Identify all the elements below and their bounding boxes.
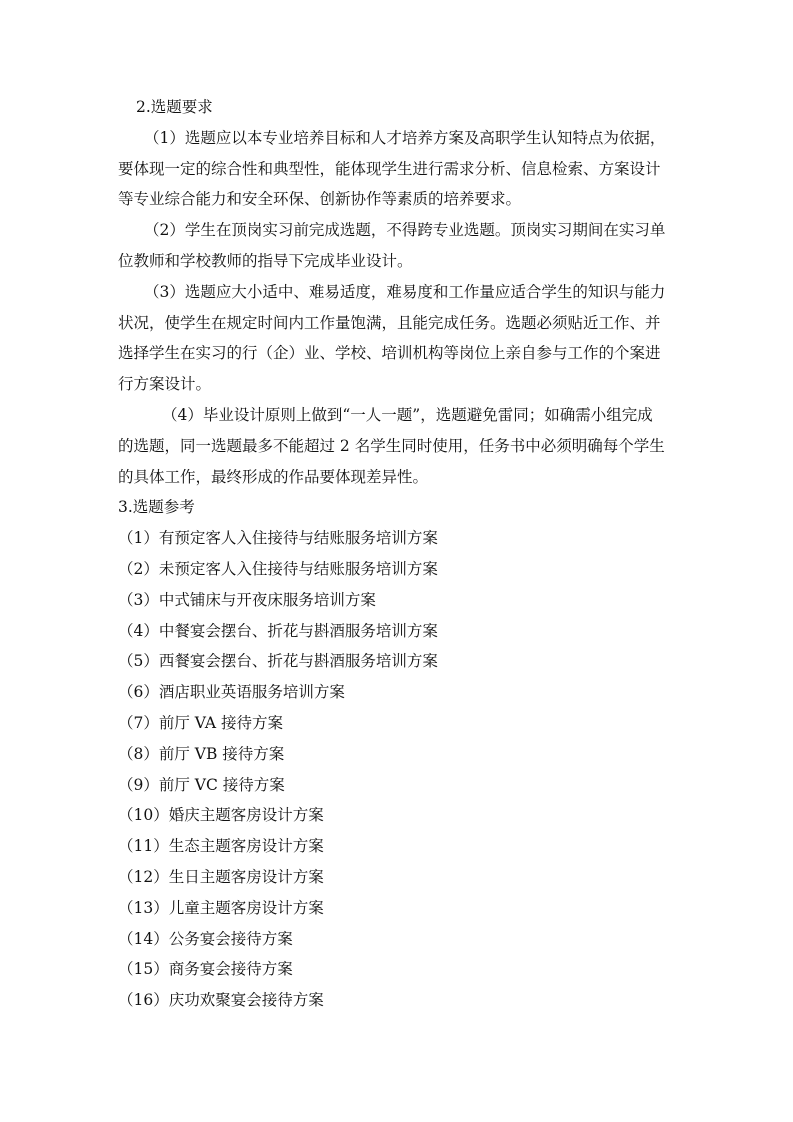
list-item: （15）商务宴会接待方案 [118, 960, 293, 979]
list-item: （6）酒店职业英语服务培训方案 [118, 683, 345, 702]
paragraph-line: 位教师和学校教师的指导下完成毕业设计。 [118, 251, 413, 270]
paragraph-2 [118, 215, 683, 277]
paragraph-line: 的选题，同一选题最多不能超过 2 名学生同时使用，任务书中必须明确每个学生 [118, 436, 665, 455]
section-heading-topic-requirements: 2.选题要求 [136, 98, 213, 116]
paragraph-line: 选择学生在实习的行（企）业、学校、培训机构等岗位上亲自参与工作的个案进 [118, 344, 661, 363]
paragraph-line: 行方案设计。 [118, 375, 212, 394]
list-item: （5）西餐宴会摆台、折花与斟酒服务培训方案 [118, 652, 438, 671]
paragraph-line: 状况，使学生在规定时间内工作量饱满，且能完成任务。选题必须贴近工作、并 [118, 313, 661, 332]
list-item: （11）生态主题客房设计方案 [118, 837, 324, 856]
topic-list [118, 523, 683, 1016]
list-item: （8）前厅 VB 接待方案 [118, 744, 285, 763]
list-item: （7）前厅 VA 接待方案 [118, 713, 284, 732]
list-item: （3）中式铺床与开夜床服务培训方案 [118, 590, 376, 609]
list-item: （16）庆功欢聚宴会接待方案 [118, 991, 324, 1010]
list-item: （1）有预定客人入住接待与结账服务培训方案 [118, 529, 438, 548]
paragraph-line: 要体现一定的综合性和典型性，能体现学生进行需求分析、信息检索、方案设计 [118, 159, 661, 178]
paragraph-line: （3）选题应大小适中、难易适度，难易度和工作量应适合学生的知识与能力 [144, 282, 666, 301]
paragraph-line: 等专业综合能力和安全环保、创新协作等素质的培养要求。 [118, 190, 522, 209]
section-heading-topic-references: 3.选题参考 [118, 498, 195, 517]
paragraph-line: 的具体工作，最终形成的作品要体现差异性。 [118, 467, 429, 486]
list-item: （12）生日主题客房设计方案 [118, 867, 324, 886]
paragraph-line: （1）选题应以本专业培养目标和人才培养方案及高职学生认知特点为依据， [144, 128, 666, 147]
paragraph-line: （2）学生在顶岗实习前完成选题，不得跨专业选题。顶岗实习期间在实习单 [144, 221, 666, 240]
list-item: （10）婚庆主题客房设计方案 [118, 806, 324, 825]
list-item: （14）公务宴会接待方案 [118, 929, 293, 948]
list-item: （9）前厅 VC 接待方案 [118, 775, 285, 794]
paragraph-3 [118, 277, 683, 400]
list-item: （13）儿童主题客房设计方案 [118, 898, 324, 917]
paragraph-1 [118, 123, 683, 215]
list-item: （2）未预定客人入住接待与结账服务培训方案 [118, 559, 438, 578]
paragraph-4 [118, 400, 683, 492]
list-item: （4）中餐宴会摆台、折花与斟酒服务培训方案 [118, 621, 438, 640]
paragraph-line: （4）毕业设计原则上做到“一人一题”，选题避免雷同；如确需小组完成 [162, 405, 653, 424]
